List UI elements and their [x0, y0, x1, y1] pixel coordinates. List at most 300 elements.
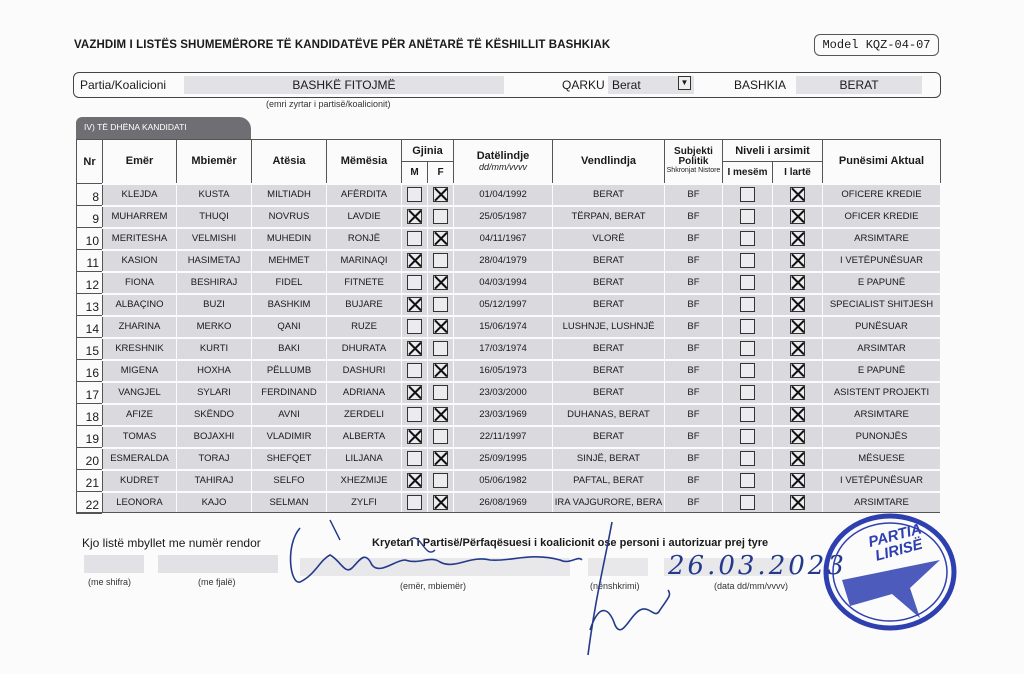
gender-m-checkbox[interactable] [407, 319, 422, 334]
edu-larte-checkbox[interactable] [790, 407, 805, 422]
cell-atesia: VLADIMIR [252, 426, 327, 448]
cell-vendlindja: BERAT [553, 338, 665, 360]
gender-m-cell [402, 404, 428, 426]
gender-m-cell [402, 250, 428, 272]
cell-atesia: FIDEL [252, 272, 327, 294]
cell-atesia: SELFO [252, 470, 327, 492]
edu-mesem-cell [723, 316, 773, 338]
cell-datelindje: 01/04/1992 [454, 184, 553, 206]
cell-punesimi: OFICERE KREDIE [823, 184, 941, 206]
edu-mesem-checkbox[interactable] [740, 341, 755, 356]
cell-datelindje: 25/09/1995 [454, 448, 553, 470]
header-gjinia: Gjinia [402, 140, 454, 162]
cell-punesimi: I VETËPUNËSUAR [823, 470, 941, 492]
table-row [77, 360, 941, 382]
cell-atesia: PËLLUMB [252, 360, 327, 382]
cell-vendlindja: BERAT [553, 184, 665, 206]
cell-datelindje: 15/06/1974 [454, 316, 553, 338]
cell-emer: VANGJEL [103, 382, 177, 404]
gender-f-cell [428, 250, 454, 272]
cell-subjekti: BF [665, 382, 723, 404]
cell-mbiemer: BESHIRAJ [177, 272, 252, 294]
signatory-label: Kryetari i Partisë/Përfaqësuesi i koalicionit ose personi i autorizuar prej tyre [372, 537, 769, 549]
cell-atesia: NOVRUS [252, 206, 327, 228]
edu-larte-cell [773, 382, 823, 404]
cell-memesia: BUJARE [327, 294, 402, 316]
cell-datelindje: 05/12/1997 [454, 294, 553, 316]
header-subjekti [665, 140, 723, 184]
header-m: M [402, 162, 428, 184]
gender-m-cell [402, 360, 428, 382]
edu-mesem-checkbox[interactable] [740, 187, 755, 202]
cell-vendlindja: BERAT [553, 382, 665, 404]
row-number: 18 [77, 404, 103, 426]
header-nr: Nr [77, 140, 103, 184]
row-number: 8 [77, 184, 103, 206]
gender-m-cell [402, 294, 428, 316]
cell-memesia: DASHURI [327, 360, 402, 382]
cell-datelindje: 04/11/1967 [454, 228, 553, 250]
gender-m-checkbox[interactable] [407, 187, 422, 202]
gender-f-checkbox[interactable] [433, 385, 448, 400]
edu-mesem-cell [723, 404, 773, 426]
qarku-select[interactable]: Berat [608, 76, 694, 94]
table-row [77, 338, 941, 360]
gender-f-checkbox[interactable] [433, 363, 448, 378]
cell-subjekti: BF [665, 272, 723, 294]
edu-mesem-checkbox[interactable] [740, 363, 755, 378]
edu-larte-checkbox[interactable] [790, 451, 805, 466]
cell-punesimi: PUNËSUAR [823, 316, 941, 338]
cell-atesia: MEHMET [252, 250, 327, 272]
party-note: (emri zyrtar i partisë/koalicionit) [266, 99, 391, 109]
gender-m-checkbox[interactable] [407, 275, 422, 290]
cell-subjekti: BF [665, 184, 723, 206]
cell-datelindje: 05/06/1982 [454, 470, 553, 492]
cell-atesia: BAKI [252, 338, 327, 360]
party-row [73, 72, 941, 98]
cell-punesimi: E PAPUNË [823, 272, 941, 294]
cell-subjekti: BF [665, 206, 723, 228]
edu-larte-checkbox[interactable] [790, 363, 805, 378]
row-number: 11 [77, 250, 103, 272]
cell-mbiemer: SKËNDO [177, 404, 252, 426]
edu-larte-cell [773, 338, 823, 360]
edu-mesem-checkbox[interactable] [740, 473, 755, 488]
emer-mbiemer-caption: (emër, mbiemër) [400, 581, 467, 591]
table-row [77, 250, 941, 272]
cell-emer: AFIZE [103, 404, 177, 426]
edu-larte-checkbox[interactable] [790, 429, 805, 444]
cell-mbiemer: KUSTA [177, 184, 252, 206]
number-words-field[interactable] [158, 555, 278, 573]
header-subjekti-note: Shkronjat Nistore [666, 167, 721, 175]
cell-mbiemer: MERKO [177, 316, 252, 338]
header-subjekti-label: Subjekti Politik [674, 146, 713, 168]
header-emer: Emër [103, 140, 177, 184]
gender-m-cell [402, 338, 428, 360]
gender-m-checkbox[interactable] [407, 473, 422, 488]
cell-subjekti: BF [665, 404, 723, 426]
cell-subjekti: BF [665, 294, 723, 316]
gender-f-cell [428, 272, 454, 294]
header-niveli: Niveli i arsimit [723, 140, 823, 162]
cell-punesimi: ARSIMTARE [823, 492, 941, 514]
cell-subjekti: BF [665, 470, 723, 492]
gender-m-checkbox[interactable] [407, 385, 422, 400]
section-tab: IV) TË DHËNA KANDIDATI [76, 117, 251, 139]
cell-memesia: ADRIANA [327, 382, 402, 404]
cell-memesia: RONJË [327, 228, 402, 250]
header-mbiemer: Mbiemër [177, 140, 252, 184]
cell-punesimi: I VETËPUNËSUAR [823, 250, 941, 272]
edu-mesem-checkbox[interactable] [740, 385, 755, 400]
header-memesia: Mëmësia [327, 140, 402, 184]
cell-punesimi: ASISTENT PROJEKTI [823, 382, 941, 404]
edu-larte-cell [773, 448, 823, 470]
header-f: F [428, 162, 454, 184]
cell-punesimi: PUNONJËS [823, 426, 941, 448]
table-row [77, 184, 941, 206]
edu-larte-cell [773, 316, 823, 338]
cell-punesimi: MËSUESE [823, 448, 941, 470]
gender-f-checkbox[interactable] [433, 297, 448, 312]
gender-f-cell [428, 426, 454, 448]
row-number: 10 [77, 228, 103, 250]
cell-punesimi: ARSIMTAR [823, 338, 941, 360]
cell-memesia: ZERDELI [327, 404, 402, 426]
edu-larte-cell [773, 426, 823, 448]
row-number: 12 [77, 272, 103, 294]
gender-f-cell [428, 338, 454, 360]
cell-punesimi: ARSIMTARE [823, 228, 941, 250]
cell-emer: KRESHNIK [103, 338, 177, 360]
row-number: 13 [77, 294, 103, 316]
gender-f-cell [428, 294, 454, 316]
gender-f-checkbox[interactable] [433, 473, 448, 488]
edu-mesem-checkbox[interactable] [740, 319, 755, 334]
table-row [77, 206, 941, 228]
row-number: 17 [77, 382, 103, 404]
bashkia-label: BASHKIA [734, 78, 787, 92]
edu-larte-cell [773, 206, 823, 228]
cell-emer: ALBAÇINO [103, 294, 177, 316]
edu-mesem-cell [723, 250, 773, 272]
cell-memesia: LILJANA [327, 448, 402, 470]
edu-mesem-checkbox[interactable] [740, 275, 755, 290]
table-row [77, 426, 941, 448]
gender-m-cell [402, 382, 428, 404]
header-vendlindja: Vendlindja [553, 140, 665, 184]
cell-punesimi: ARSIMTARE [823, 404, 941, 426]
cell-mbiemer: BOJAXHI [177, 426, 252, 448]
cell-mbiemer: HASIMETAJ [177, 250, 252, 272]
cell-subjekti: BF [665, 250, 723, 272]
cell-emer: KASION [103, 250, 177, 272]
table-row [77, 448, 941, 470]
cell-datelindje: 22/11/1997 [454, 426, 553, 448]
gender-f-cell [428, 228, 454, 250]
edu-mesem-cell [723, 382, 773, 404]
gender-f-checkbox[interactable] [433, 451, 448, 466]
cell-datelindje: 23/03/2000 [454, 382, 553, 404]
edu-mesem-cell [723, 360, 773, 382]
header-larte: I lartë [773, 162, 823, 184]
edu-larte-cell [773, 294, 823, 316]
edu-larte-checkbox[interactable] [790, 473, 805, 488]
signatory-name-field[interactable] [300, 558, 570, 576]
table-row [77, 316, 941, 338]
chevron-down-icon[interactable]: ▼ [678, 76, 691, 90]
gender-m-cell [402, 316, 428, 338]
header-atesia: Atësia [252, 140, 327, 184]
cell-subjekti: BF [665, 448, 723, 470]
cell-subjekti: BF [665, 360, 723, 382]
cell-mbiemer: SYLARI [177, 382, 252, 404]
cell-subjekti: BF [665, 316, 723, 338]
cell-subjekti: BF [665, 492, 723, 514]
gender-f-cell [428, 316, 454, 338]
edu-larte-checkbox[interactable] [790, 187, 805, 202]
signature-field[interactable] [588, 558, 648, 576]
cell-emer: TOMAS [103, 426, 177, 448]
cell-mbiemer: TAHIRAJ [177, 470, 252, 492]
data-caption: (data dd/mm/vvvv) [714, 581, 789, 591]
row-number: 22 [77, 492, 103, 514]
cell-subjekti: BF [665, 228, 723, 250]
cell-emer: FIONA [103, 272, 177, 294]
cell-emer: KLEJDA [103, 184, 177, 206]
me-shifra-caption: (me shifra) [88, 577, 132, 587]
edu-larte-checkbox[interactable] [790, 297, 805, 312]
gender-m-checkbox[interactable] [407, 209, 422, 224]
cell-emer: MUHARREM [103, 206, 177, 228]
party-label: Partia/Koalicioni [80, 78, 167, 92]
cell-memesia: LAVDIE [327, 206, 402, 228]
qarku-label: QARKU [562, 78, 605, 92]
gender-m-cell [402, 206, 428, 228]
gender-m-cell [402, 492, 428, 514]
gender-f-cell [428, 206, 454, 228]
edu-larte-cell [773, 404, 823, 426]
edu-mesem-cell [723, 228, 773, 250]
edu-mesem-cell [723, 184, 773, 206]
gender-f-checkbox[interactable] [433, 253, 448, 268]
row-number: 15 [77, 338, 103, 360]
edu-mesem-cell [723, 294, 773, 316]
cell-mbiemer: BUZI [177, 294, 252, 316]
row-number: 20 [77, 448, 103, 470]
cell-vendlindja: BERAT [553, 360, 665, 382]
table-row [77, 382, 941, 404]
cell-emer: MIGENA [103, 360, 177, 382]
row-number: 14 [77, 316, 103, 338]
edu-mesem-cell [723, 448, 773, 470]
gender-f-checkbox[interactable] [433, 319, 448, 334]
edu-larte-checkbox[interactable] [790, 319, 805, 334]
edu-mesem-checkbox[interactable] [740, 495, 755, 510]
cell-atesia: BASHKIM [252, 294, 327, 316]
cell-atesia: MILTIADH [252, 184, 327, 206]
edu-larte-checkbox[interactable] [790, 275, 805, 290]
edu-mesem-checkbox[interactable] [740, 407, 755, 422]
edu-mesem-cell [723, 272, 773, 294]
edu-larte-checkbox[interactable] [790, 231, 805, 246]
table-row [77, 228, 941, 250]
cell-vendlindja: PAFTAL, BERAT [553, 470, 665, 492]
edu-mesem-checkbox[interactable] [740, 209, 755, 224]
gender-m-checkbox[interactable] [407, 407, 422, 422]
row-number: 21 [77, 470, 103, 492]
gender-m-checkbox[interactable] [407, 231, 422, 246]
edu-larte-checkbox[interactable] [790, 253, 805, 268]
row-number: 9 [77, 206, 103, 228]
header-mesem: I mesëm [723, 162, 773, 184]
edu-larte-cell [773, 228, 823, 250]
edu-larte-checkbox[interactable] [790, 209, 805, 224]
cell-mbiemer: TORAJ [177, 448, 252, 470]
cell-emer: ZHARINA [103, 316, 177, 338]
cell-datelindje: 17/03/1974 [454, 338, 553, 360]
cell-emer: LEONORA [103, 492, 177, 514]
edu-mesem-cell [723, 206, 773, 228]
edu-mesem-checkbox[interactable] [740, 297, 755, 312]
number-digits-field[interactable] [84, 555, 144, 573]
edu-larte-cell [773, 184, 823, 206]
gender-m-checkbox[interactable] [407, 253, 422, 268]
edu-mesem-cell [723, 426, 773, 448]
cell-atesia: MUHEDIN [252, 228, 327, 250]
cell-datelindje: 28/04/1979 [454, 250, 553, 272]
gender-m-cell [402, 228, 428, 250]
edu-larte-cell [773, 272, 823, 294]
handwritten-date: 26.03.2023 [668, 551, 847, 581]
table-row [77, 492, 941, 514]
gender-f-checkbox[interactable] [433, 341, 448, 356]
cell-datelindje: 23/03/1969 [454, 404, 553, 426]
gender-f-checkbox[interactable] [433, 429, 448, 444]
edu-mesem-checkbox[interactable] [740, 429, 755, 444]
bashkia-field[interactable]: BERAT [796, 76, 922, 94]
table-row [77, 272, 941, 294]
cell-memesia: ZYLFI [327, 492, 402, 514]
row-number: 16 [77, 360, 103, 382]
gender-f-cell [428, 404, 454, 426]
cell-mbiemer: KAJO [177, 492, 252, 514]
gender-f-cell [428, 448, 454, 470]
cell-vendlindja: BERAT [553, 250, 665, 272]
gender-m-checkbox[interactable] [407, 451, 422, 466]
cell-memesia: DHURATA [327, 338, 402, 360]
cell-mbiemer: VELMISHI [177, 228, 252, 250]
me-fjale-caption: (me fjalë) [198, 577, 236, 587]
cell-datelindje: 16/05/1973 [454, 360, 553, 382]
cell-memesia: MARINAQI [327, 250, 402, 272]
header-datelindje [454, 140, 553, 184]
gender-m-cell [402, 448, 428, 470]
edu-mesem-cell [723, 338, 773, 360]
cell-atesia: FERDINAND [252, 382, 327, 404]
table-row [77, 470, 941, 492]
gender-f-checkbox[interactable] [433, 407, 448, 422]
cell-vendlindja: DUHANAS, BERAT [553, 404, 665, 426]
cell-memesia: XHEZMIJE [327, 470, 402, 492]
model-code: Model KQZ-04-07 [814, 34, 939, 56]
cell-punesimi: OFICER KREDIE [823, 206, 941, 228]
cell-subjekti: BF [665, 426, 723, 448]
gender-m-cell [402, 184, 428, 206]
cell-memesia: RUZE [327, 316, 402, 338]
close-text: Kjo listë mbyllet me numër rendor [82, 536, 261, 550]
edu-larte-checkbox[interactable] [790, 385, 805, 400]
gender-f-checkbox[interactable] [433, 209, 448, 224]
edu-mesem-checkbox[interactable] [740, 451, 755, 466]
edu-larte-checkbox[interactable] [790, 341, 805, 356]
cell-atesia: QANI [252, 316, 327, 338]
cell-punesimi: E PAPUNË [823, 360, 941, 382]
stamp-text: PARTIA LIRISË [866, 520, 925, 565]
header-punesimi: Punësimi Aktual [823, 140, 941, 184]
gender-f-checkbox[interactable] [433, 495, 448, 510]
gender-f-cell [428, 470, 454, 492]
gender-m-checkbox[interactable] [407, 341, 422, 356]
header-date-format: dd/mm/vvvv [478, 162, 527, 173]
cell-datelindje: 25/05/1987 [454, 206, 553, 228]
row-number: 19 [77, 426, 103, 448]
cell-datelindje: 04/03/1994 [454, 272, 553, 294]
gender-f-checkbox[interactable] [433, 275, 448, 290]
gender-m-checkbox[interactable] [407, 495, 422, 510]
edu-mesem-checkbox[interactable] [740, 253, 755, 268]
cell-mbiemer: HOXHA [177, 360, 252, 382]
edu-larte-cell [773, 250, 823, 272]
cell-datelindje: 26/08/1969 [454, 492, 553, 514]
gender-m-cell [402, 470, 428, 492]
party-name-field[interactable]: BASHKË FITOJMË [184, 76, 504, 94]
edu-mesem-checkbox[interactable] [740, 231, 755, 246]
cell-emer: MERITESHA [103, 228, 177, 250]
gender-f-checkbox[interactable] [433, 187, 448, 202]
cell-emer: KUDRET [103, 470, 177, 492]
edu-larte-checkbox[interactable] [790, 495, 805, 510]
cell-vendlindja: BERAT [553, 272, 665, 294]
cell-vendlindja: TËRPAN, BERAT [553, 206, 665, 228]
cell-mbiemer: KURTI [177, 338, 252, 360]
cell-atesia: SELMAN [252, 492, 327, 514]
gender-m-checkbox[interactable] [407, 429, 422, 444]
table-row [77, 404, 941, 426]
gender-m-cell [402, 272, 428, 294]
gender-m-cell [402, 426, 428, 448]
cell-memesia: AFËRDITA [327, 184, 402, 206]
page-title: VAZHDIM I LISTËS SHUMEMËRORE TË KANDIDATËVE PËR ANËTARË TË KËSHILLIT BASHKIAK [74, 39, 611, 51]
cell-vendlindja: SINJË, BERAT [553, 448, 665, 470]
cell-vendlindja: BERAT [553, 294, 665, 316]
gender-m-checkbox[interactable] [407, 363, 422, 378]
cell-punesimi: SPECIALIST SHITJESH [823, 294, 941, 316]
cell-emer: ESMERALDA [103, 448, 177, 470]
gender-f-cell [428, 184, 454, 206]
gender-f-checkbox[interactable] [433, 231, 448, 246]
cell-vendlindja: IRA VAJGURORE, BERA [553, 492, 665, 514]
cell-vendlindja: LUSHNJE, LUSHNJË [553, 316, 665, 338]
cell-memesia: FITNETE [327, 272, 402, 294]
edu-larte-cell [773, 492, 823, 514]
cell-atesia: SHEFQET [252, 448, 327, 470]
table-row [77, 294, 941, 316]
gender-m-checkbox[interactable] [407, 297, 422, 312]
edu-mesem-cell [723, 470, 773, 492]
